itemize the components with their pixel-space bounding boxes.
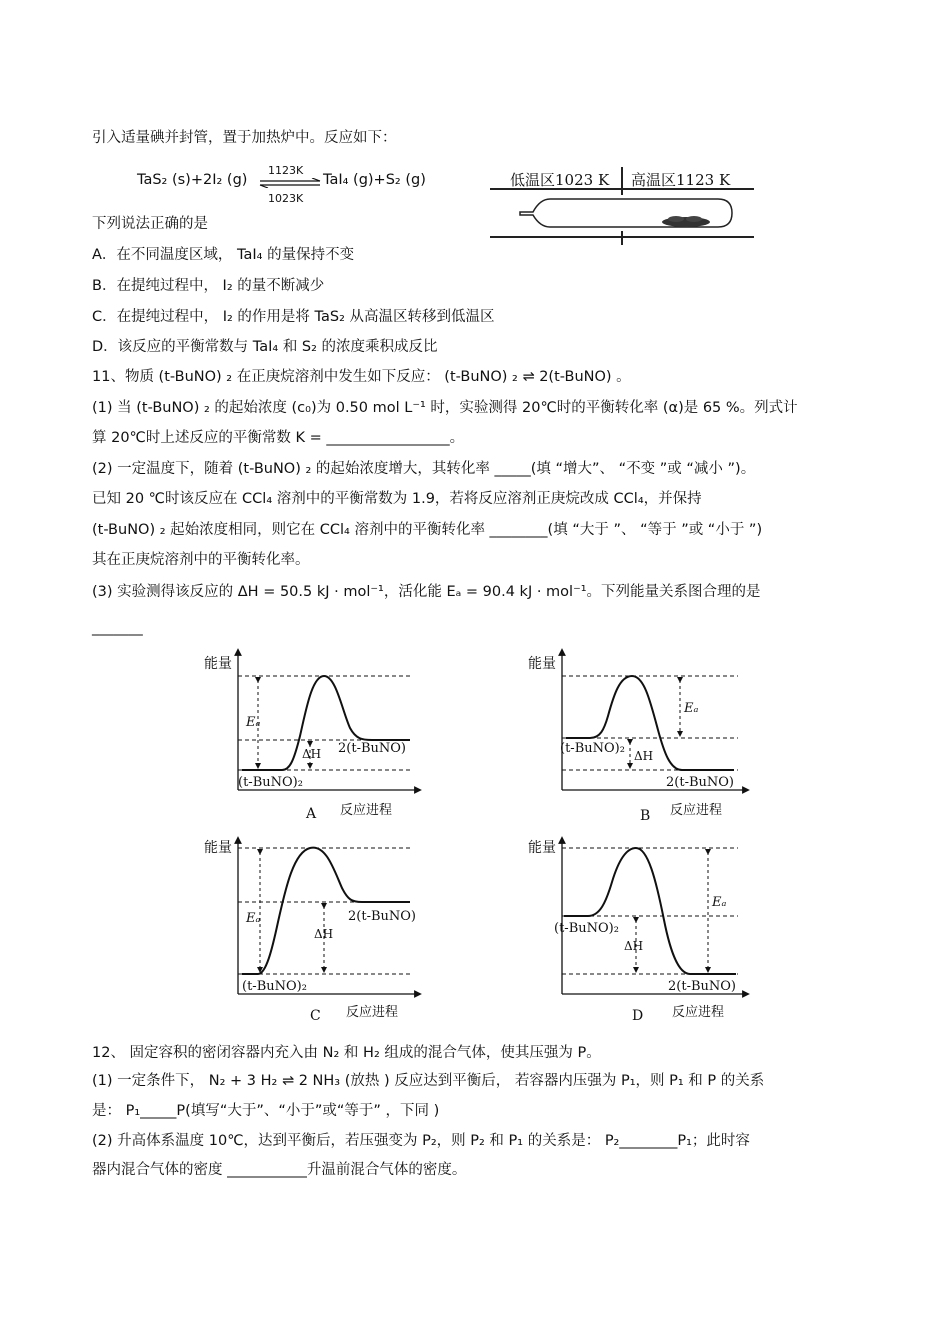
panel-b-product: 2(t-BuNO) (666, 775, 734, 790)
panel-d-dh-label: ΔH (624, 939, 644, 953)
q10-option-d: D．该反应的平衡常数与 TaI₄ 和 S₂ 的浓度乘积成反比 (92, 339, 438, 355)
panel-c-reactant: (t-BuNO)₂ (242, 979, 307, 994)
q11-part2-line1: (2) 一定温度下，随着 (t-BuNO) ₂ 的起始浓度增大，其转化率 _____(填 “增大”、 “不变 ”或 “减小 ”)。 (92, 461, 756, 477)
panel-d-x-label: 反应进程 (672, 1005, 725, 1020)
panel-b-dh-label: ΔH (634, 749, 654, 763)
panel-d-letter: D (632, 1008, 644, 1024)
high-temp-label: 高温区1123 K (631, 171, 731, 189)
q12-part2-line1: (2) 升高体系温度 10℃，达到平衡后，若压强变为 P₂，则 P₂ 和 P₁ 的关系是： P₂________P₁；此时容 (92, 1133, 750, 1149)
panel-d-ea-label: Eₐ (712, 895, 727, 910)
panel-a-y-label: 能量 (204, 656, 232, 672)
reaction-left: TaS₂ (s)+2I₂ (g) (137, 172, 248, 188)
reaction-temp-top: 1123K (268, 164, 304, 177)
panel-b-y-label: 能量 (528, 656, 556, 672)
panel-c-dh-label: ΔH (314, 927, 334, 941)
panel-c-y-label: 能量 (204, 840, 232, 856)
panel-c-letter: C (310, 1008, 321, 1024)
panel-b-x-label: 反应进程 (670, 803, 723, 818)
low-temp-label: 低温区1023 K (510, 171, 610, 189)
q11-title: 11、物质 (t-BuNO) ₂ 在正庚烷溶剂中发生如下反应： (t-BuNO) ₂ ⇌ 2(t-BuNO) 。 (92, 369, 631, 385)
diagram-panel-c (204, 839, 418, 1024)
tube-furnace-figure (488, 165, 756, 247)
diagram-panel-d (528, 839, 746, 1024)
panel-a-x-label: 反应进程 (340, 803, 393, 818)
equilibrium-arrow-icon (258, 178, 324, 188)
panel-a-dh-label: ΔH (302, 747, 322, 761)
panel-a-reactant: (t-BuNO)₂ (238, 775, 303, 790)
q11-part2-line4: 其在正庚烷溶剂中的平衡转化率。 (92, 552, 310, 568)
panel-c-ea-label: Eₐ (246, 911, 261, 926)
panel-a-letter: A (306, 806, 317, 822)
panel-d-y-label: 能量 (528, 840, 556, 856)
q12-part1-line1: (1) 一定条件下， N₂ + 3 H₂ ⇌ 2 NH₃ (放热 ) 反应达到平衡后， 若容器内压强为 P₁，则 P₁ 和 P 的关系 (92, 1073, 765, 1089)
panel-c-product: 2(t-BuNO) (348, 909, 416, 924)
panel-a-product: 2(t-BuNO) (338, 741, 406, 756)
q11-part1-line2: 算 20℃时上述反应的平衡常数 K = _________________。 (92, 430, 465, 446)
energy-diagram-grid (190, 640, 770, 1030)
q11-part1-line1: (1) 当 (t-BuNO) ₂ 的起始浓度 (c₀)为 0.50 mol L⁻¹ 时，实验测得 20℃时的平衡转化率 (α)是 65 %。列式计 (92, 400, 798, 416)
q11-part2-line3: (t-BuNO) ₂ 起始浓度相同，则它在 CCl₄ 溶剂中的平衡转化率 ________(填 “大于 ”、 “等于 ”或 “小于 ”) (92, 522, 763, 538)
q10-stem: 下列说法正确的是 (92, 216, 208, 232)
q11-part3-answer-blank: _______ (92, 620, 143, 636)
q11-part3-line1: (3) 实验测得该反应的 ΔH = 50.5 kJ · mol⁻¹，活化能 Eₐ = 90.4 kJ · mol⁻¹。下列能量关系图合理的是 (92, 584, 761, 600)
q10-option-c: C．在提纯过程中， I₂ 的作用是将 TaS₂ 从高温区转移到低温区 (92, 309, 495, 325)
diagram-panel-b (528, 652, 746, 824)
panel-a-ea-label: Eₐ (246, 715, 261, 730)
diagram-panel-a (204, 652, 418, 822)
panel-c-x-label: 反应进程 (346, 1005, 399, 1020)
reaction-temp-bottom: 1023K (268, 192, 304, 205)
panel-b-reactant: (t-BuNO)₂ (560, 741, 625, 756)
q11-part2-line2: 已知 20 ℃时该反应在 CCl₄ 溶剂中的平衡常数为 1.9，若将反应溶剂正庚烷改成 CCl₄，并保持 (92, 491, 702, 507)
q10-option-b: B．在提纯过程中， I₂ 的量不断减少 (92, 278, 325, 294)
reaction-right: TaI₄ (g)+S₂ (g) (323, 172, 426, 188)
panel-d-reactant: (t-BuNO)₂ (554, 921, 619, 936)
q12-part1-line2: 是： P₁_____P(填写“大于”、“小于”或“等于” ，下同 ) (92, 1103, 440, 1119)
panel-b-ea-label: Eₐ (684, 701, 699, 716)
panel-b-letter: B (640, 808, 651, 824)
q10-option-a: A．在不同温度区域， TaI₄ 的量保持不变 (92, 247, 355, 263)
panel-d-product: 2(t-BuNO) (668, 979, 736, 994)
q12-part2-line2: 器内混合气体的密度 ___________升温前混合气体的密度。 (92, 1162, 467, 1178)
intro-line: 引入适量碘并封管，置于加热炉中。反应如下： (92, 130, 397, 146)
q12-title: 12、 固定容积的密闭容器内充入由 N₂ 和 H₂ 组成的混合气体，使其压强为 P。 (92, 1045, 601, 1061)
